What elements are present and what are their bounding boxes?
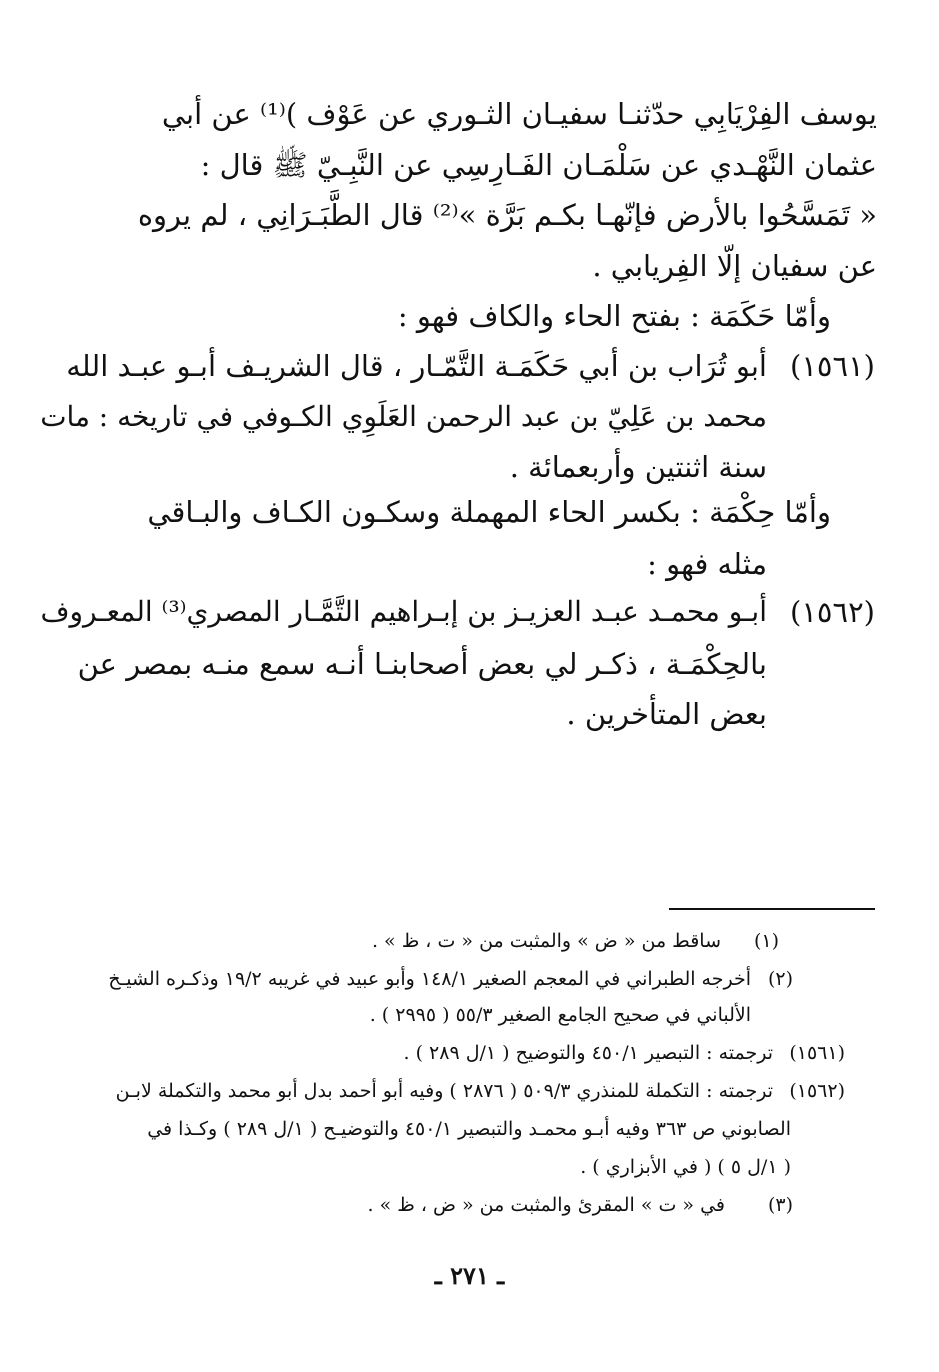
footnote-3-number: (٣) <box>767 1194 793 1216</box>
main-text-line-1: يوسف الفِرْيَابِي حدّثنـا سفيـان الثـوري عن عَوْف )⁽¹⁾ عن أبي <box>161 97 877 131</box>
footnote-2-number: (٢) <box>767 968 793 990</box>
footnote-1-number: (١) <box>753 930 779 952</box>
footnote-2-line-2: الألباني في صحيح الجامع الصغير ٥٥/٣ ( ٢٩٩٥ ) . <box>369 1004 751 1026</box>
page-number: ـ ٢٧١ ـ <box>434 1261 505 1290</box>
main-text-line-2: عثمان النَّهْـدي عن سَلْمَـان الفَـارِسِي عن النَّبِـيّ ﷺ قال : <box>200 148 877 182</box>
main-text-line-4: عن سفيان إلّا الفِريابي . <box>592 249 877 283</box>
section-heading-hikma-cont: مثله فهو : <box>647 547 767 581</box>
footnote-1562-line-2: الصابوني ص ٣٦٣ وفيه أبـو محمـد والتبصير ٤٥٠/١ والتوضيـح ( ١/ل ٢٨٩ ) وكـذا في <box>147 1118 791 1140</box>
entry-number-1561: (١٥٦١) <box>790 349 875 383</box>
section-heading-hakama: وأمّا حَكَمَة : بفتح الحاء والكاف فهو : <box>397 299 831 333</box>
footnote-3-text: في « ت » المقرئ والمثبت من « ض ، ظ » . <box>367 1194 725 1216</box>
section-heading-hikma: وأمّا حِكْمَة : بكسر الحاء المهملة وسكـون الكـاف والبـاقي <box>147 495 831 529</box>
footnote-1-text: ساقط من « ض » والمثبت من « ت ، ظ » . <box>371 930 721 952</box>
footnote-1561-number: (١٥٦١) <box>789 1042 845 1064</box>
footnote-separator <box>669 908 875 910</box>
entry-1562-line-1: أبـو محمـد عبـد العزيـز بن إبـراهيم التَّمَّـار المصري⁽³⁾ المعـروف <box>40 595 767 628</box>
footnote-2-line-1: أخرجه الطبراني في المعجم الصغير ١٤٨/١ وأبو عبيد في غريبه ١٩/٢ وذكـره الشيـخ <box>108 968 751 990</box>
entry-1561-line-2: محمد بن عَلِيّ بن عبد الرحمن العَلَوِي الكـوفي في تاريخه : مات <box>40 400 767 433</box>
main-text-line-3: « تَمَسَّحُوا بالأرض فإنّهـا بكـم بَرَّة »⁽²⁾ قال الطَّبَـرَانِي ، لم يروه <box>137 198 877 232</box>
footnote-1561-text: ترجمته : التبصير ٤٥٠/١ والتوضيح ( ١/ل ٢٨٩ ) . <box>403 1042 773 1064</box>
entry-1561-line-1: أبو تُرَاب بن أبي حَكَمَـة التَّمّـار ، قال الشريـف أبـو عبـد الله <box>66 349 767 383</box>
entry-1562-line-2: بالحِكْمَـة ، ذكـر لي بعض أصحابنـا أنـه سمع منـه بمصر عن <box>77 647 767 681</box>
footnote-1562-line-1: ترجمته : التكملة للمنذري ٥٠٩/٣ ( ٢٨٧٦ ) وفيه أبو أحمد بدل أبو محمد والتكملة لابـن <box>115 1080 773 1102</box>
footnote-1562-line-3: ( ١/ل ٥ ) ( في الأبزاري ) . <box>580 1156 791 1178</box>
entry-1562-line-3: بعض المتأخرين . <box>566 697 767 731</box>
entry-1561-line-3: سنة اثنتين وأربعمائة . <box>509 450 767 484</box>
entry-number-1562: (١٥٦٢) <box>790 595 875 629</box>
footnote-1562-number: (١٥٦٢) <box>789 1080 845 1102</box>
